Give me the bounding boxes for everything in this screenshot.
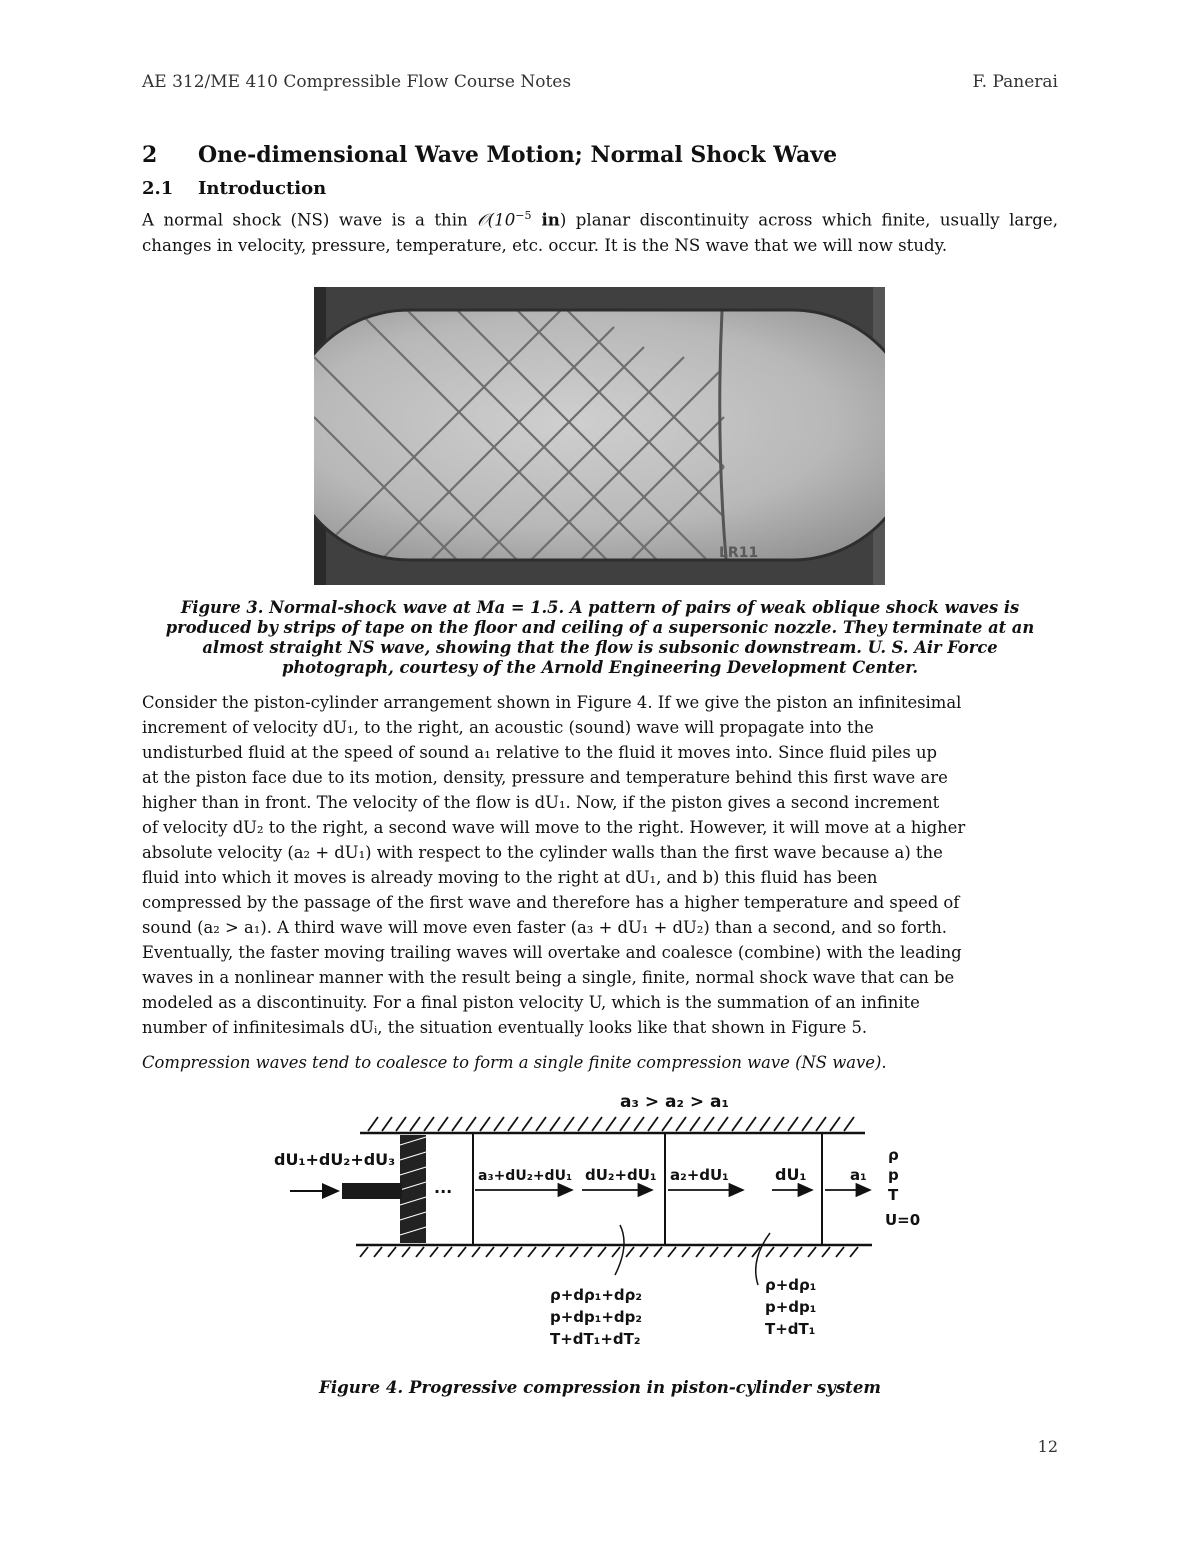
- body-line: higher than in front. The velocity of the flow is dU₁. Now, if the piston gives a second increment: [142, 793, 940, 812]
- undisturbed-temperature: T: [888, 1186, 899, 1204]
- header-author: F. Panerai: [972, 72, 1058, 92]
- state1-density: ρ+dρ₁: [765, 1276, 817, 1294]
- body-line: of velocity dU₂ to the right, a second wave will move to the right. However, it will move at a higher: [142, 818, 966, 837]
- wave1-label: dU₁: [775, 1165, 807, 1184]
- page-number: 12: [1037, 1437, 1058, 1456]
- figure3-caption: [142, 598, 1058, 678]
- piston-cylinder-diagram: [260, 1085, 940, 1375]
- figure3-caption-line: produced by strips of tape on the floor and ceiling of a supersonic nozzle. They terminate at an: [165, 618, 1035, 637]
- state2-density: ρ+dρ₁+dρ₂: [550, 1286, 642, 1304]
- section-title: One-dimensional Wave Motion; Normal Shock Wave: [198, 142, 838, 168]
- figure4-caption: Figure 4. Progressive compression in piston-cylinder system: [319, 1377, 881, 1397]
- body-line: absolute velocity (a₂ + dU₁) with respect to the cylinder walls than the first wave because a) the: [142, 843, 943, 862]
- photo-label: LR11: [719, 545, 759, 561]
- sound-speed-inequality: a₃ > a₂ > a₁: [620, 1092, 729, 1112]
- body-line: at the piston face due to its motion, density, pressure and temperature behind this first wave are: [142, 768, 948, 787]
- intro-exponent: −5: [515, 209, 532, 222]
- wave2-label: a₂+dU₁: [670, 1166, 729, 1184]
- ellipsis-label: ···: [434, 1182, 453, 1201]
- front-sound-speed-label: a₁: [850, 1166, 867, 1184]
- body-line: increment of velocity dU₁, to the right, an acoustic (sound) wave will propagate into the: [142, 718, 874, 737]
- state1-temperature: T+dT₁: [765, 1320, 816, 1338]
- undisturbed-pressure: p: [888, 1166, 899, 1184]
- wave2-velocity-label: dU₂+dU₁: [585, 1166, 657, 1184]
- undisturbed-velocity: U=0: [885, 1211, 921, 1229]
- body-line: undisturbed fluid at the speed of sound a₁ relative to the fluid it moves into. Since fluid piles up: [142, 743, 937, 762]
- body-line: number of infinitesimals dUᵢ, the situation eventually looks like that shown in Figure 5.: [142, 1018, 868, 1037]
- body-line: Consider the piston-cylinder arrangement shown in Figure 4. If we give the piston an infinitesimal: [142, 693, 962, 712]
- intro-text-2: ) planar discontinuity across which finite, usually large, changes in velocity, pressure, temperature, etc. occur. It is the NS wave that we will now study.: [142, 210, 1058, 255]
- wave3-label: a₃+dU₂+dU₁: [478, 1168, 573, 1184]
- state2-temperature: T+dT₁+dT₂: [550, 1330, 641, 1348]
- body-line: modeled as a discontinuity. For a final piston velocity U, which is the summation of an infinite: [142, 993, 920, 1012]
- piston-velocity-label: dU₁+dU₂+dU₃: [274, 1150, 396, 1169]
- figure3-caption-line: Figure 3. Normal-shock wave at Ma = 1.5. A pattern of pairs of weak oblique shock waves is: [180, 598, 1020, 617]
- undisturbed-density: ρ: [888, 1146, 899, 1164]
- subsection-number: 2.1: [142, 178, 174, 199]
- schlieren-photograph: [314, 287, 885, 585]
- body-line: sound (a₂ > a₁). A third wave will move even faster (a₃ + dU₁ + dU₂) than a second, and so forth.: [142, 918, 947, 937]
- body-line: Eventually, the faster moving trailing waves will overtake and coalesce (combine) with the leading: [142, 943, 962, 962]
- figure3-caption-line: photograph, courtesy of the Arnold Engineering Development Center.: [281, 658, 919, 677]
- body-line: fluid into which it moves is already moving to the right at dU₁, and b) this fluid has been: [142, 868, 878, 887]
- figure3-caption-line: almost straight NS wave, showing that the flow is subsonic downstream. U. S. Air Force: [202, 638, 998, 657]
- intro-text-1: A normal shock (NS) wave is a thin: [142, 210, 478, 230]
- emphasis-statement: Compression waves tend to coalesce to form a single finite compression wave (NS wave).: [142, 1053, 887, 1072]
- section-number: 2: [142, 142, 158, 168]
- body-line: compressed by the passage of the first wave and therefore has a higher temperature and speed of: [142, 893, 960, 912]
- intro-unit: in: [531, 209, 560, 230]
- subsection-title: Introduction: [198, 178, 327, 199]
- state1-pressure: p+dp₁: [765, 1298, 817, 1316]
- state2-pressure: p+dp₁+dp₂: [550, 1308, 642, 1326]
- body-paragraph: [142, 690, 1058, 1040]
- header-left: AE 312/ME 410 Compressible Flow Course Notes: [142, 72, 572, 92]
- body-line: waves in a nonlinear manner with the result being a single, finite, normal shock wave that can be: [142, 968, 955, 987]
- intro-paragraph: [142, 203, 1058, 258]
- intro-order: 𝒪(10: [477, 210, 516, 230]
